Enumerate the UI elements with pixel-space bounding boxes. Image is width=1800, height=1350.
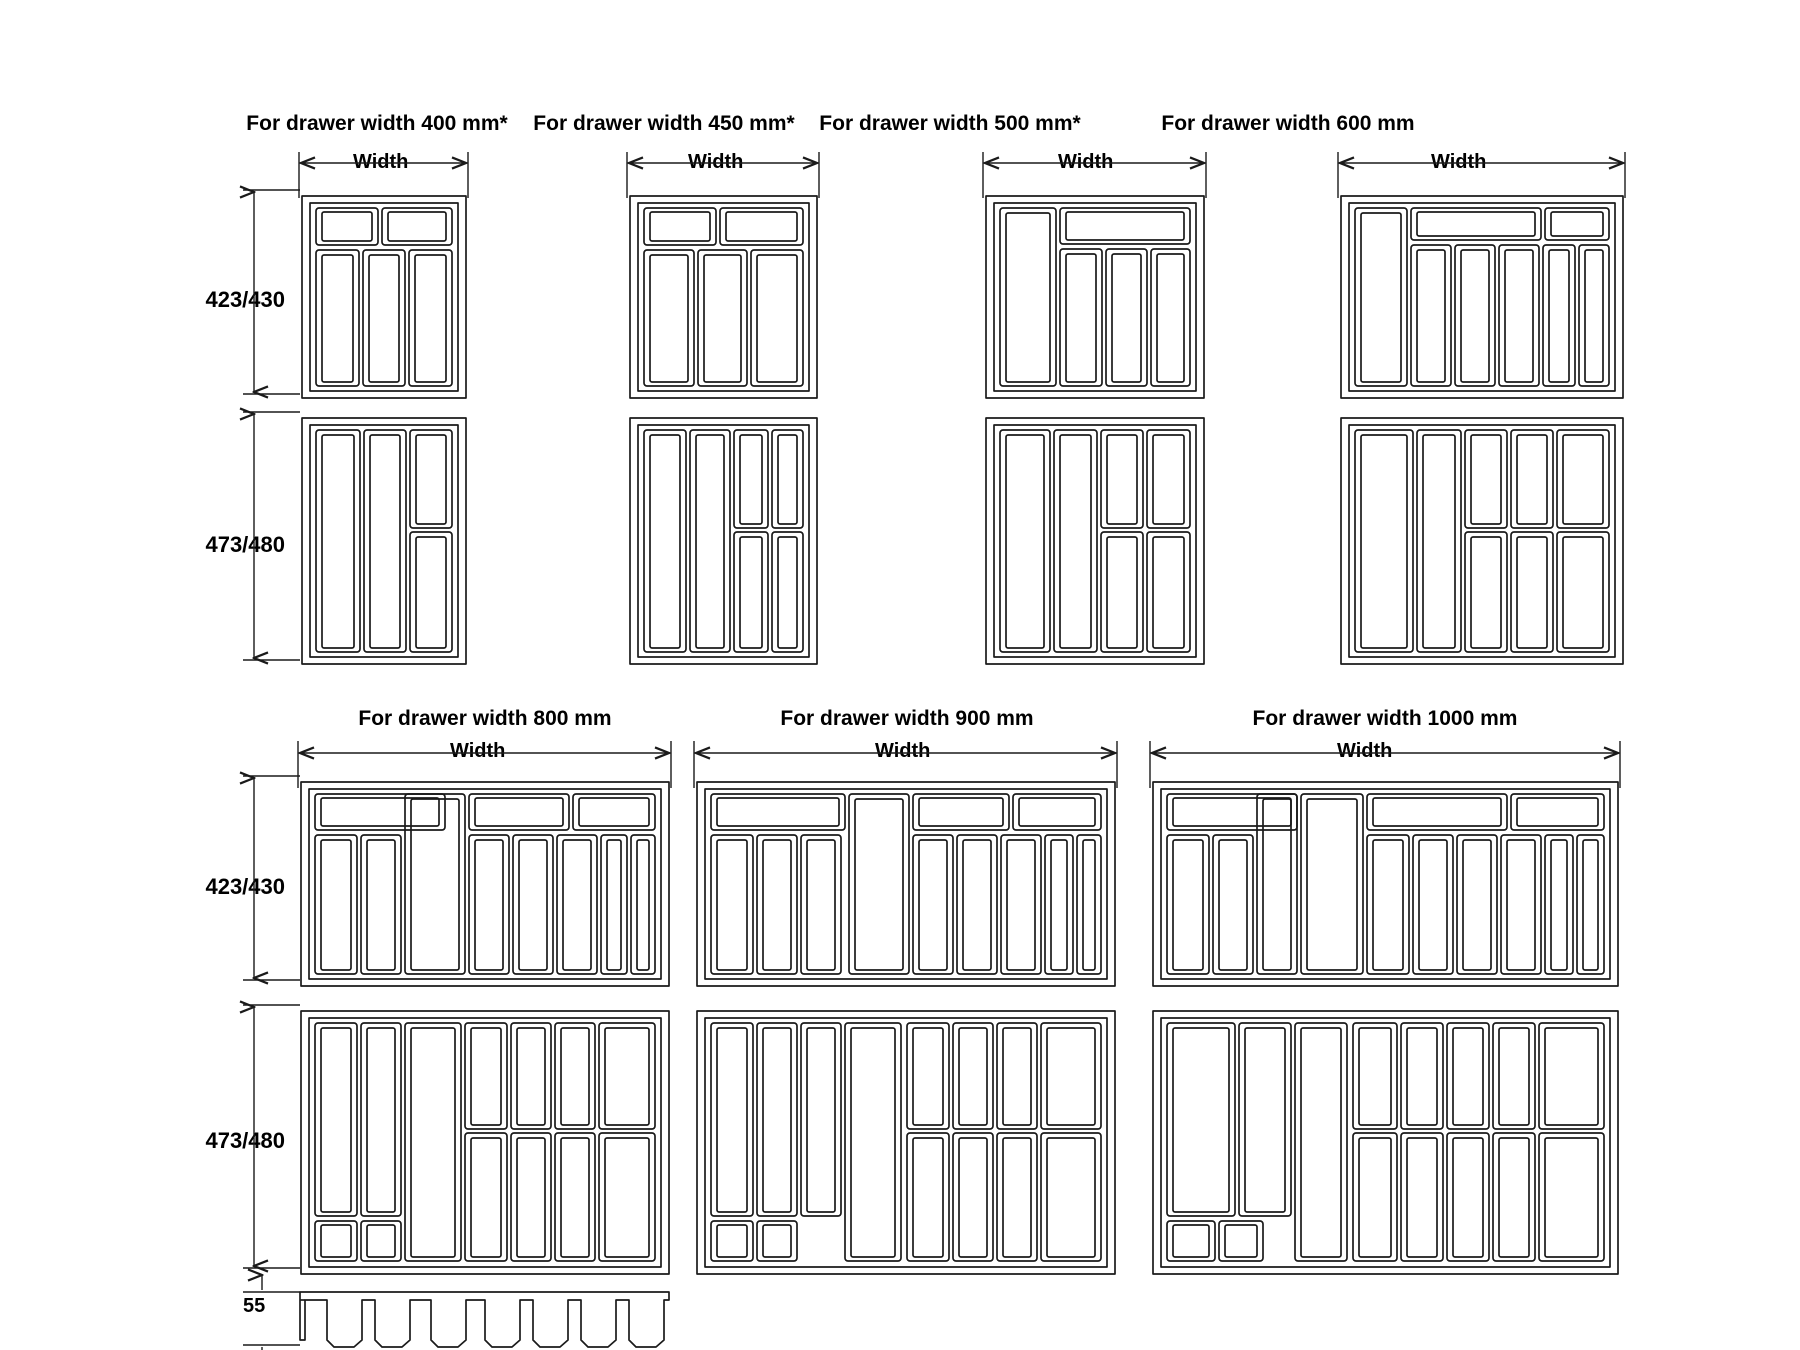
width-label-450: Width — [681, 151, 750, 174]
depth-label-473-480-top: 473/480 — [205, 532, 285, 557]
width-label-500: Width — [1051, 151, 1120, 174]
group-title-900: For drawer width 900 mm — [780, 707, 1034, 730]
group-title-400: For drawer width 400 mm* — [246, 112, 508, 135]
group-title-600: For drawer width 600 mm — [1161, 112, 1415, 135]
depth-label-423-430-bottom: 423/430 — [205, 874, 285, 899]
depth-label-473-480-bottom: 473/480 — [205, 1128, 285, 1153]
width-label-1000: Width — [1330, 740, 1399, 763]
width-label-900: Width — [868, 740, 937, 763]
width-label-600: Width — [1424, 151, 1493, 174]
group-title-1000: For drawer width 1000 mm — [1252, 707, 1518, 730]
group-title-450: For drawer width 450 mm* — [533, 112, 795, 135]
height-label-55: 55 — [243, 1295, 266, 1317]
width-label-400: Width — [346, 151, 415, 174]
group-title-500: For drawer width 500 mm* — [819, 112, 1081, 135]
group-title-800: For drawer width 800 mm — [358, 707, 612, 730]
depth-label-423-430-top: 423/430 — [205, 287, 285, 312]
width-label-800: Width — [443, 740, 512, 763]
